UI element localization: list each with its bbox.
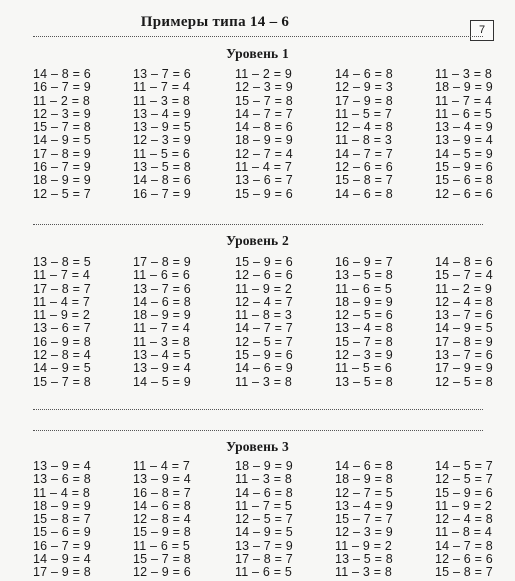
exercise: 11 – 3 = 8 [235,374,293,389]
exercise: 13 – 4 = 9 [435,120,493,135]
exercise-column [435,68,503,201]
exercise: 14 – 6 = 8 [235,485,293,500]
exercise: 12 – 5 = 8 [435,374,493,389]
exercise-column [335,256,435,389]
exercise: 15 – 7 = 8 [133,552,191,567]
exercise: 14 – 9 = 5 [435,321,493,336]
exercise: 15 – 9 = 6 [235,186,293,201]
exercise: 12 – 6 = 6 [435,552,493,567]
exercise: 14 – 6 = 8 [133,294,191,309]
exercise: 14 – 6 = 8 [335,67,393,81]
exercise: 12 – 9 = 3 [335,80,393,95]
exercise: 12 – 6 = 6 [435,186,493,201]
exercise: 13 – 5 = 8 [335,374,393,389]
exercise: 13 – 9 = 4 [133,472,191,487]
exercise: 11 – 4 = 8 [33,485,91,500]
exercise-column [435,256,503,389]
exercise: 13 – 5 = 8 [335,268,393,283]
exercise: 14 – 7 = 7 [235,321,293,336]
exercise: 12 – 6 = 6 [335,160,393,175]
exercise: 18 – 9 = 9 [33,173,91,188]
exercise: 11 – 7 = 4 [435,93,493,108]
exercise: 13 – 5 = 8 [335,552,393,567]
exercise: 11 – 9 = 2 [335,538,393,553]
exercise-column [133,256,235,389]
exercise-column [235,460,335,580]
level-3-grid [33,460,503,580]
exercise: 12 – 3 = 9 [235,80,293,95]
exercise: 12 – 7 = 4 [235,146,293,161]
exercise: 17 – 8 = 9 [33,146,91,161]
exercise: 12 – 5 = 7 [235,512,293,527]
exercise: 11 – 2 = 9 [235,67,293,81]
exercise: 12 – 3 = 9 [335,525,393,540]
exercise: 11 – 9 = 2 [33,308,91,323]
exercise: 17 – 8 = 9 [435,334,493,349]
exercise: 14 – 8 = 6 [33,67,91,81]
exercise: 11 – 4 = 7 [235,160,293,175]
divider-2b [33,430,483,431]
exercise: 14 – 7 = 8 [435,538,493,553]
exercise: 13 – 6 = 8 [33,472,91,487]
exercise: 13 – 9 = 5 [133,120,191,135]
exercise: 11 – 5 = 7 [335,106,393,121]
exercise: 14 – 7 = 7 [335,146,393,161]
exercise-column [133,460,235,580]
exercise: 14 – 9 = 5 [235,525,293,540]
exercise: 14 – 6 = 8 [335,186,393,201]
exercise: 12 – 3 = 9 [335,348,393,363]
exercise: 16 – 9 = 8 [33,334,91,349]
exercise: 13 – 4 = 9 [133,106,191,121]
exercise: 16 – 7 = 9 [33,80,91,95]
exercise: 15 – 7 = 8 [33,120,91,135]
exercise: 12 – 3 = 9 [33,106,91,121]
exercise: 11 – 8 = 3 [235,308,293,323]
exercise: 17 – 9 = 9 [435,361,493,376]
exercise: 14 – 5 = 9 [133,374,191,389]
exercise: 13 – 4 = 8 [335,321,393,336]
exercise: 15 – 8 = 7 [33,512,91,527]
exercise: 14 – 6 = 8 [133,498,191,513]
exercise: 11 – 9 = 2 [435,498,493,513]
exercise: 12 – 4 = 8 [435,294,493,309]
divider-top [33,36,483,37]
exercise-column [235,68,335,201]
exercise: 15 – 6 = 8 [435,173,493,188]
exercise: 11 – 6 = 6 [133,268,191,283]
exercise: 13 – 7 = 6 [133,67,191,81]
exercise: 11 – 3 = 8 [235,472,293,487]
exercise: 11 – 6 = 5 [335,281,393,296]
exercise: 18 – 9 = 9 [235,459,293,473]
exercise: 18 – 9 = 9 [435,80,493,95]
exercise-column [235,256,335,389]
exercise: 15 – 8 = 7 [335,173,393,188]
exercise: 13 – 9 = 4 [33,459,91,473]
exercise: 11 – 9 = 2 [235,281,293,296]
exercise: 11 – 8 = 4 [435,525,493,540]
exercise: 12 – 4 = 8 [435,512,493,527]
exercise: 11 – 7 = 4 [133,80,191,95]
exercise: 11 – 3 = 8 [335,565,393,580]
level-1-grid [33,68,503,201]
exercise: 12 – 8 = 4 [33,348,91,363]
exercise: 11 – 7 = 4 [33,268,91,283]
exercise: 11 – 2 = 8 [33,93,91,108]
exercise: 13 – 4 = 5 [133,348,191,363]
exercise: 13 – 7 = 9 [235,538,293,553]
exercise: 11 – 5 = 6 [133,146,191,161]
exercise: 14 – 5 = 9 [435,146,493,161]
exercise: 15 – 7 = 8 [33,374,91,389]
exercise: 16 – 7 = 9 [133,186,191,201]
exercise: 14 – 9 = 5 [33,361,91,376]
exercise: 12 – 6 = 6 [235,268,293,283]
exercise-column [33,68,133,201]
exercise: 13 – 6 = 7 [33,321,91,336]
exercise: 11 – 7 = 5 [235,498,293,513]
exercise: 14 – 9 = 4 [33,552,91,567]
exercise: 17 – 9 = 8 [335,93,393,108]
exercise: 16 – 9 = 7 [335,255,393,269]
exercise: 12 – 9 = 6 [133,565,191,580]
exercise: 11 – 6 = 5 [133,538,191,553]
exercise: 16 – 7 = 9 [33,538,91,553]
exercise: 12 – 5 = 7 [435,472,493,487]
exercise: 14 – 7 = 7 [235,106,293,121]
exercise: 11 – 4 = 7 [133,459,191,473]
exercise: 14 – 9 = 5 [33,133,91,148]
exercise-column [335,460,435,580]
exercise: 15 – 9 = 6 [435,485,493,500]
exercise: 12 – 4 = 8 [335,120,393,135]
exercise: 12 – 5 = 7 [235,334,293,349]
exercise: 15 – 7 = 8 [235,93,293,108]
exercise: 18 – 9 = 9 [133,308,191,323]
exercise-column [133,68,235,201]
exercise: 13 – 7 = 6 [133,281,191,296]
exercise: 12 – 7 = 5 [335,485,393,500]
exercise-column [335,68,435,201]
exercise: 14 – 5 = 7 [435,459,493,473]
page-number-box: 7 [470,20,494,41]
exercise: 13 – 9 = 4 [133,361,191,376]
exercise: 13 – 4 = 9 [335,498,393,513]
exercise-column [33,256,133,389]
exercise-column [33,460,133,580]
exercise: 11 – 4 = 7 [33,294,91,309]
exercise: 13 – 8 = 5 [33,255,91,269]
exercise: 14 – 8 = 6 [235,120,293,135]
exercise: 12 – 8 = 4 [133,512,191,527]
exercise: 11 – 3 = 8 [133,334,191,349]
exercise: 17 – 8 = 7 [33,281,91,296]
exercise: 12 – 3 = 9 [133,133,191,148]
exercise: 15 – 9 = 6 [235,255,293,269]
page-title: Примеры типа 14 – 6 [140,14,290,30]
exercise: 18 – 9 = 9 [33,498,91,513]
exercise: 13 – 7 = 6 [435,308,493,323]
exercise: 15 – 9 = 8 [133,525,191,540]
level-3-title: Уровень 3 [226,439,289,454]
exercise: 14 – 8 = 6 [133,173,191,188]
exercise: 11 – 3 = 8 [435,67,493,81]
exercise: 11 – 5 = 6 [335,361,393,376]
exercise: 13 – 9 = 4 [435,133,493,148]
exercise: 11 – 6 = 5 [235,565,293,580]
exercise: 18 – 9 = 9 [335,294,393,309]
exercise: 13 – 7 = 6 [435,348,493,363]
exercise: 14 – 6 = 8 [335,459,393,473]
divider-1 [33,224,483,225]
exercise: 14 – 8 = 6 [435,255,493,269]
exercise: 16 – 8 = 7 [133,485,191,500]
exercise-column [435,460,503,580]
level-1-title: Уровень 1 [226,46,289,61]
exercise: 16 – 7 = 9 [33,160,91,175]
exercise: 11 – 3 = 8 [133,93,191,108]
level-2-title: Уровень 2 [226,233,289,248]
exercise: 15 – 6 = 9 [33,525,91,540]
exercise: 13 – 6 = 7 [235,173,293,188]
exercise: 14 – 6 = 9 [235,361,293,376]
level-2-grid [33,256,503,389]
exercise: 12 – 5 = 7 [33,186,91,201]
exercise: 17 – 8 = 9 [133,255,191,269]
exercise: 15 – 9 = 6 [435,160,493,175]
exercise: 11 – 8 = 3 [335,133,393,148]
exercise: 13 – 5 = 8 [133,160,191,175]
exercise: 12 – 5 = 6 [335,308,393,323]
exercise: 15 – 7 = 8 [335,334,393,349]
exercise: 18 – 9 = 9 [235,133,293,148]
exercise: 15 – 9 = 6 [235,348,293,363]
exercise: 17 – 9 = 8 [33,565,91,580]
exercise: 11 – 2 = 9 [435,281,493,296]
exercise: 11 – 7 = 4 [133,321,191,336]
exercise: 12 – 4 = 7 [235,294,293,309]
exercise: 11 – 6 = 5 [435,106,493,121]
exercise: 18 – 9 = 8 [335,472,393,487]
exercise: 15 – 7 = 7 [335,512,393,527]
exercise: 15 – 8 = 7 [435,565,493,580]
divider-2a [33,409,483,410]
exercise: 15 – 7 = 4 [435,268,493,283]
exercise: 17 – 8 = 7 [235,552,293,567]
